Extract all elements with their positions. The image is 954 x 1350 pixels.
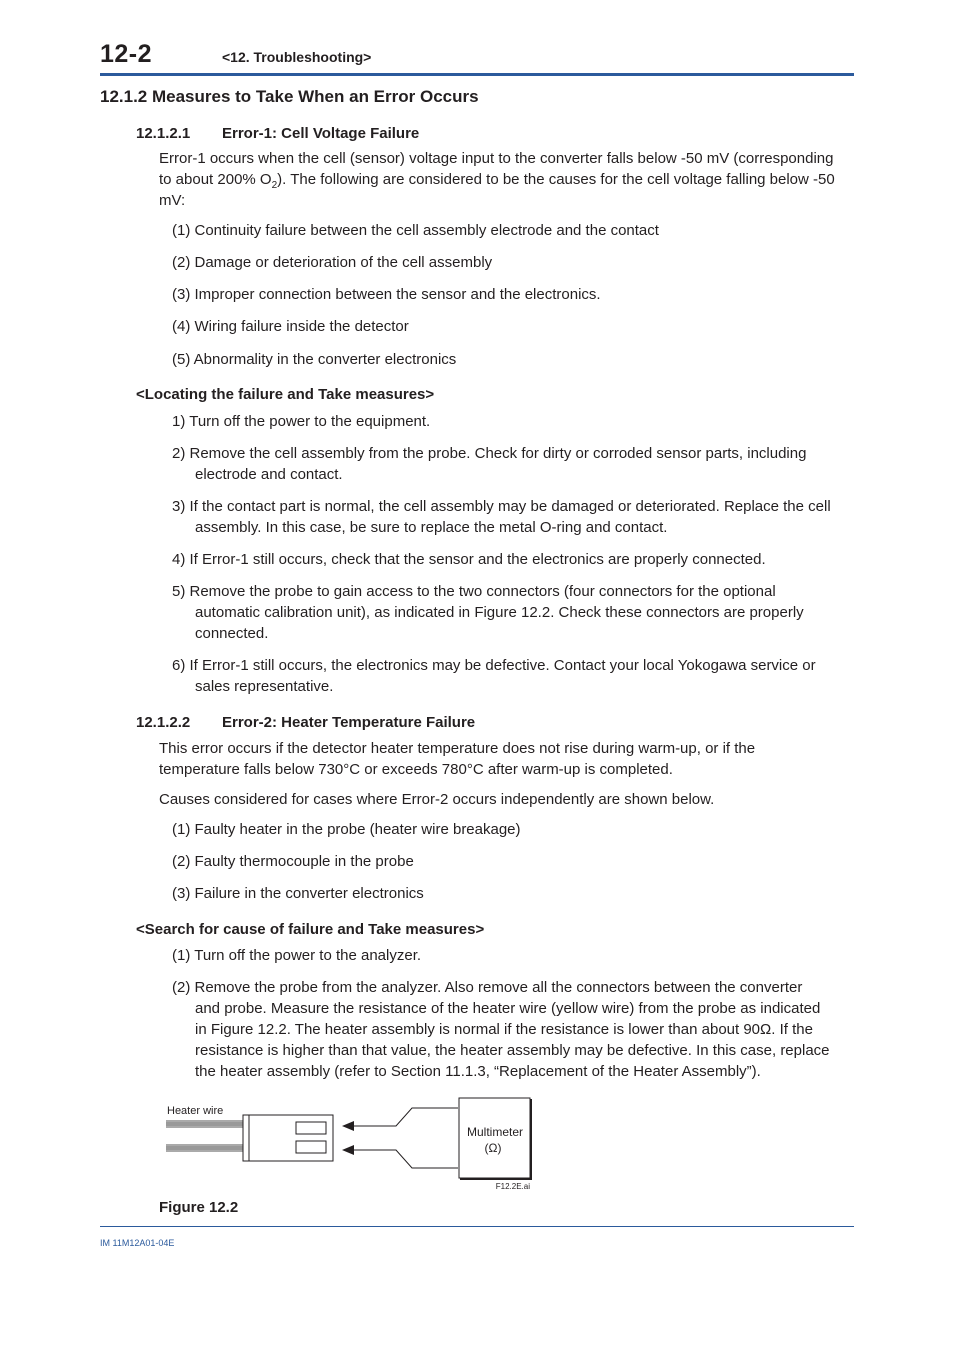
figure-12-2-diagram	[150, 1090, 550, 1196]
error1-intro-line1: Error-1 occurs when the cell (sensor) voltage input to the converter falls below -50 mV (corresponding	[159, 150, 834, 167]
error1-measure-3: 3) If the contact part is normal, the cell assembly may be damaged or deteriorated. Replace the cell	[172, 498, 831, 515]
header-rule	[100, 73, 854, 76]
error1-cause-2: (2) Damage or deterioration of the cell assembly	[172, 254, 493, 271]
error1-intro-line3: mV:	[159, 192, 186, 209]
error1-title: Error-1: Cell Voltage Failure	[222, 125, 420, 142]
error1-measure-2: 2) Remove the cell assembly from the probe. Check for dirty or corroded sensor parts, including	[172, 445, 807, 462]
page-number: 12-2	[100, 40, 153, 68]
error2-step-2-cont4: the heater assembly (refer to Section 11.1.3, “Replacement of the Heater Assembly”).	[195, 1063, 761, 1080]
error2-step-2-cont2: in Figure 12.2. The heater assembly is normal if the resistance is lower than about 90Ω. If the	[195, 1021, 813, 1038]
error1-measure-6-cont: sales representative.	[195, 678, 334, 695]
error2-step-2-cont3: resistance is higher than that value, the heater assembly may be defective. In this case, replace	[195, 1042, 830, 1059]
error2-cause-1: (1) Faulty heater in the probe (heater wire breakage)	[172, 821, 521, 838]
error1-measure-3-cont: assembly. In this case, be sure to replace the metal O-ring and contact.	[195, 519, 668, 536]
error2-step-2: (2) Remove the probe from the analyzer. Also remove all the connectors between the converter	[172, 979, 803, 996]
section-heading: 12.1.2 Measures to Take When an Error Occurs	[100, 87, 479, 106]
figure-caption: Figure 12.2	[159, 1199, 239, 1216]
error1-measure-1: 1) Turn off the power to the equipment.	[172, 413, 431, 430]
footer-rule	[100, 1226, 854, 1227]
error1-cause-5: (5) Abnormality in the converter electronics	[172, 351, 457, 368]
error1-measure-6: 6) If Error-1 still occurs, the electronics may be defective. Contact your local Yokogawa service or	[172, 657, 816, 674]
ohm-label: (Ω)	[484, 1141, 502, 1155]
multimeter-label: Multimeter	[466, 1125, 524, 1139]
connector	[243, 1115, 333, 1161]
error2-step-1: (1) Turn off the power to the analyzer.	[172, 947, 422, 964]
error2-cause-2: (2) Faulty thermocouple in the probe	[172, 853, 414, 870]
subscript-2: 2	[271, 180, 278, 191]
error1-measure-5-cont2: connected.	[195, 625, 269, 642]
error2-heading	[136, 714, 476, 731]
error1-cause-4: (4) Wiring failure inside the detector	[172, 318, 409, 335]
multimeter	[459, 1098, 532, 1179]
error2-intro-line1: This error occurs if the detector heater temperature does not rise during warm-up, or if the	[159, 740, 756, 757]
error2-title: Error-2: Heater Temperature Failure	[222, 714, 476, 731]
error2-intro-line2: temperature falls below 730°C or exceeds 780°C after warm-up is completed.	[159, 761, 673, 778]
error1-cause-1: (1) Continuity failure between the cell assembly electrode and the contact	[172, 222, 659, 239]
error1-measure-5: 5) Remove the probe to gain access to the two connectors (four connectors for the optional	[172, 583, 776, 600]
error2-causes-intro: Causes considered for cases where Error-2 occurs independently are shown below.	[159, 791, 715, 808]
heater-wire-label: Heater wire	[167, 1105, 224, 1117]
document-id: IM 11M12A01-04E	[100, 1238, 175, 1248]
error1-measure-2-cont: electrode and contact.	[195, 466, 343, 483]
figure-file-label: F12.2E.ai	[495, 1182, 530, 1191]
error1-measure-4: 4) If Error-1 still occurs, check that the sensor and the electronics are properly connected.	[172, 551, 766, 568]
error1-cause-3: (3) Improper connection between the sensor and the electronics.	[172, 286, 601, 303]
arrow-head-icon	[342, 1121, 354, 1131]
error1-number: 12.1.2.1	[136, 125, 191, 142]
error2-measures-heading: <Search for cause of failure and Take measures>	[136, 921, 485, 938]
error2-step-2-cont1: and probe. Measure the resistance of the heater wire (yellow wire) from the probe as indicated	[195, 1000, 821, 1017]
heater-wires	[166, 1121, 243, 1151]
arrow-head-icon	[342, 1145, 354, 1155]
error1-intro-line2: to about 200% $O_2$). The following are considered to be the causes for the cell voltage falling below -50	[159, 171, 835, 191]
error2-number: 12.1.2.2	[136, 714, 191, 731]
error2-cause-3: (3) Failure in the converter electronics	[172, 885, 424, 902]
error1-measure-5-cont1: automatic calibration unit), as indicated in Figure 12.2. Check these connectors are properly	[195, 604, 804, 621]
error1-heading	[136, 125, 420, 142]
multimeter-leads	[342, 1108, 458, 1168]
error1-measures-heading: <Locating the failure and Take measures>	[136, 386, 435, 403]
chapter-title: <12. Troubleshooting>	[222, 49, 372, 65]
